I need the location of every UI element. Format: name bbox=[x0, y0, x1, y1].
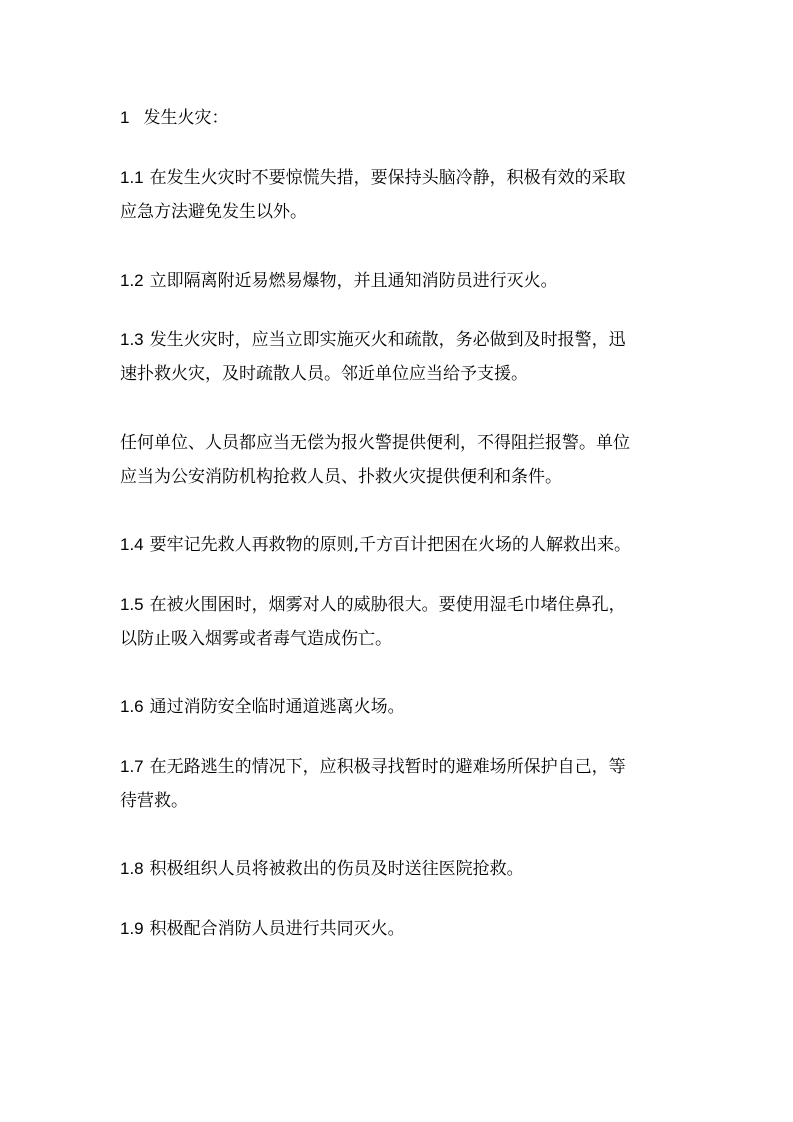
paragraph-line: 任何单位、人员都应当无偿为报火警提供便利，不得阻拦报警。单位 bbox=[120, 433, 630, 453]
item-number: 1.6 bbox=[120, 697, 144, 716]
item-number: 1.2 bbox=[120, 271, 144, 290]
paragraph-1-5 bbox=[120, 588, 680, 656]
paragraph-line: 以防止吸入烟雾或者毒气造成伤亡。 bbox=[120, 629, 392, 649]
paragraph-line: 发生火灾时，应当立即实施灭火和疏散，务必做到及时报警，迅 bbox=[149, 330, 626, 350]
item-number: 1.3 bbox=[120, 330, 144, 349]
paragraph-line: 速扑救火灾，及时疏散人员。邻近单位应当给予支援。 bbox=[120, 364, 528, 384]
item-number: 1.1 bbox=[120, 168, 144, 187]
paragraph-1-2 bbox=[120, 264, 680, 298]
paragraph-1-9 bbox=[120, 912, 680, 946]
paragraph-1-3-continued bbox=[120, 426, 680, 494]
paragraph-line: 应急方法避免发生以外。 bbox=[120, 202, 307, 222]
paragraph-1-6 bbox=[120, 690, 680, 724]
paragraph-line: 积极组织人员将被救出的伤员及时送往医院抢救。 bbox=[149, 859, 524, 879]
paragraph-line: 积极配合消防人员进行共同灭火。 bbox=[149, 919, 405, 939]
paragraph-line: 在被火围困时，烟雾对人的威胁很大。要使用湿毛巾堵住鼻孔， bbox=[149, 595, 626, 615]
section-number: 1 bbox=[120, 108, 130, 127]
paragraph-line: 待营救。 bbox=[120, 791, 188, 811]
paragraph-1-4 bbox=[120, 528, 680, 562]
paragraph-1-1 bbox=[120, 161, 680, 229]
paragraph-line: 应当为公安消防机构抢救人员、扑救火灾提供便利和条件。 bbox=[120, 467, 562, 487]
paragraph-1-7 bbox=[120, 750, 680, 818]
paragraph-line: 在发生火灾时不要惊慌失措，要保持头脑冷静，积极有效的采取 bbox=[149, 168, 626, 188]
item-number: 1.4 bbox=[120, 535, 144, 554]
item-number: 1.9 bbox=[120, 919, 144, 938]
paragraph-line: 要牢记先救人再救物的原则,千方百计把困在火场的人解救出来。 bbox=[149, 535, 632, 555]
paragraph-line: 在无路逃生的情况下，应积极寻找暂时的避难场所保护自己，等 bbox=[149, 757, 626, 777]
paragraph-line: 立即隔离附近易燃易爆物，并且通知消防员进行灭火。 bbox=[149, 271, 558, 291]
section-title: 发生火灾： bbox=[143, 108, 229, 128]
item-number: 1.8 bbox=[120, 859, 144, 878]
item-number: 1.7 bbox=[120, 757, 144, 776]
paragraph-1-3 bbox=[120, 323, 680, 391]
paragraph-line: 通过消防安全临时通道逃离火场。 bbox=[149, 697, 405, 717]
section-heading bbox=[120, 101, 680, 135]
item-number: 1.5 bbox=[120, 595, 144, 614]
paragraph-1-8 bbox=[120, 852, 680, 886]
